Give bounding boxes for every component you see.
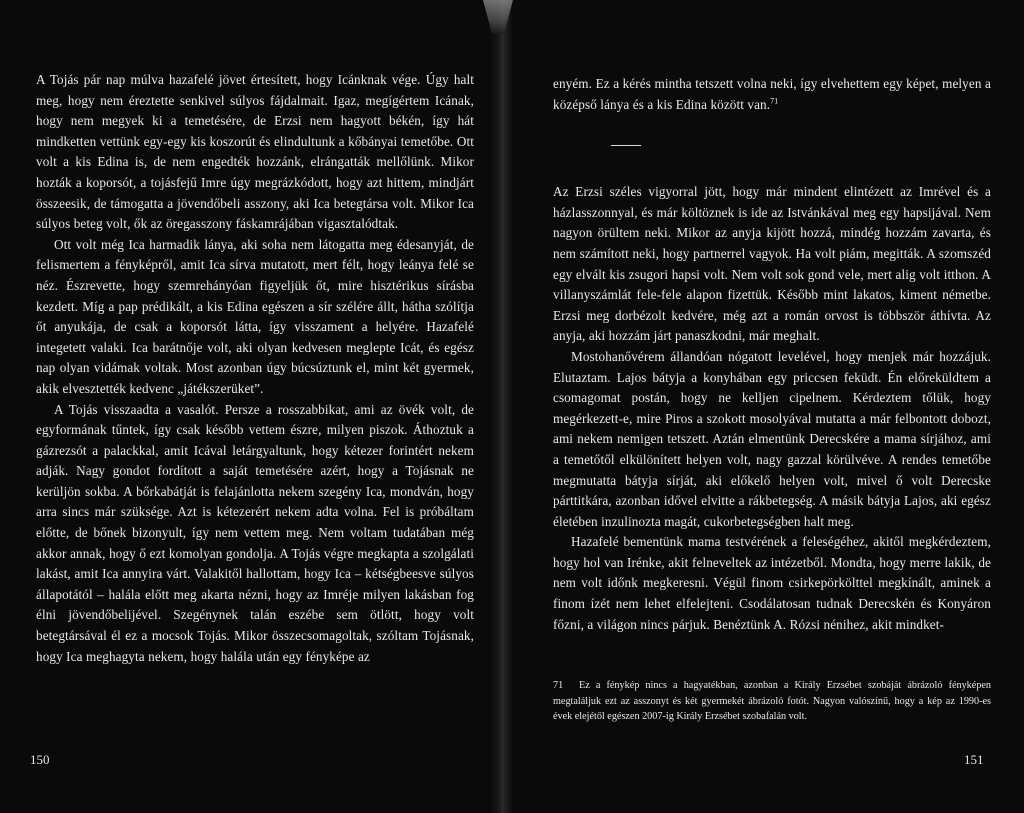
left-page (0, 0, 490, 813)
page-number-right: 151 (964, 752, 984, 767)
paragraph: Az Erzsi széles vigyorral jött, hogy már mindent elintézett az Imrével és a házlasszonnyal, és már költöznek is ide az Istvánkával meg egy hapsijával. Nem nagyon örültem neki. Mikor az anyja kijött hozzá, mindég hozzám zavarta, és nem számított neki, hogy partnerrel vagyok. Ha volt piám, megitták. A szomszéd egy elvált kis zsugori hapsi volt. Nem volt sok gond vele, mert alig volt itthon. A villanyszámlát fele-fele alapon fizettük. Később mint lakatos, kiment németbe. Erzsi meg dorbézolt kedvére, még azt a román orvost is többször áthívta. Az anyja, aki hozzám járt panaszkodni, már meghalt. (553, 184, 991, 344)
paragraph: Mostohanővérem állandóan nógatott levelével, hogy menjek már hozzájuk. Elutaztam. Lajos bátyja a konyhában egy priccsen feküdt. Én előreküldtem a csomagomat postán, hogy ne kelljen cipelnem. Kérdeztem tőlük, hogy megérkezett-e, mire Piros a szokott mosolyával mutatta a már felbontott dobozt, ami nekem nemigen tetszett. Aztán elmentünk Derecskére a mama sírjához, ami a temetőtől elkülönített helyen volt, nagy gazzal körülvéve. A rendes temetőbe megmutatta bátyja sírját, aki előkelő helyen volt, mivel ő volt Derecske párttitkára, azonban idővel elvitte a rákbetegség. A másik bátyja Lajos, aki egész életében inzulinozta magát, cukorbetegségben halt meg. (553, 348, 991, 529)
section-separator (611, 145, 641, 146)
book-gutter (490, 0, 512, 813)
footnote-ref: 71 (770, 96, 779, 106)
paragraph (553, 74, 991, 115)
page-number-left: 150 (30, 752, 50, 767)
footnote-number: 71 (553, 680, 564, 691)
paragraph: Ott volt még Ica harmadik lánya, aki soha nem látogatta meg édesanyját, de felismertem a fényképről, amit Ica sírva mutatott, mert félt, hogy leánya felé se néz. Észrevette, hogy szemrehányóan figyeljük őt, mire hisztérikus sírásba kezdett. Míg a pap prédikált, a kis Edina egészen a sír szélére állt, hátha szólítja őt anyukája, de csak a koporsót látta, így visszament a helyére. Hazafelé integetett valaki. Ica barátnője volt, aki olyan kedvesen meglepte Icát, és egész nap olyan vidámak voltak. Most azonban úgy búcsúztunk el, mint két gyermek, akik elvesztették kedvenc „játékszerüket”. (36, 236, 474, 396)
paragraph: Hazafelé bementünk mama testvérének a feleségéhez, akitől megkérdeztem, hogy hol van Irénke, akit felneveltek az intézetből. Mondta, hogy merre lakik, de nem volt időnk megkeresni. Végül finom csirkepörkölttel megkínált, aminek a finom ízét nem lehet elfelejteni. Csodálatosan tudnak Derecskén és Konyáron főzni, a világon nincs párjuk. Benéztünk A. Rózsi nénihez, akit mindket- (553, 534, 991, 632)
paragraph-text: enyém. Ez a kérés mintha tetszett volna neki, így elvehettem egy képet, melyen a középső lánya és a kis Edina között van. (553, 76, 991, 112)
right-page-text (553, 74, 991, 635)
left-page-text (36, 70, 474, 667)
footnote (553, 678, 991, 725)
right-page (512, 0, 1024, 813)
paragraph: A Tojás pár nap múlva hazafelé jövet értesített, hogy Icánknak vége. Úgy halt meg, hogy nem éreztette senkivel súlyos fájdalmait. Igaz, megígértem Icának, hogy nem megyek ki a temetésére, de Erzsi nem hagyott békén, így hát mindketten vettünk egy-egy kis koszorút és elindultunk a kőbányai temetőbe. Ott volt a kis Edina is, de nem engedték hozzánk, elrángatták mellőlünk. Mikor hozták a koporsót, a tojásfejű Imre úgy megrázkódott, hogy azt hittem, mindjárt összeesik, de támogatta a jövendőbeli asszony, aki Ica betegtársa volt. Mikor Ica súlyos beteg volt, ők az öregasszony fáskamrájában vigasztalódtak. (36, 72, 474, 232)
paragraph: A Tojás visszaadta a vasalót. Persze a rosszabbikat, ami az övék volt, de egyformának tűntek, így csak később vettem észre, milyen piszok. Áthoztuk a gázrezsót a palackkal, amit Icával letárgyaltunk, hogy kétezer forintért nekem adják. Nagy gondot fordított a saját temetésére azért, hogy a Tojásnak ne kerüljön sokba. A bőrkabátját is felajánlotta nekem szegény Ica, mondván, hogy arra sincs már szüksége. Azt is kétezerért nekem adta volna. Fel is próbáltam előtte, de bőnek bizonyult, így nem vettem meg. Nem voltam tudatában még akkor annak, hogy ő ezt komolyan gondolja. A Tojás végre megkapta a szolgálati lakást, amit Ica annyira várt. Valakitől hallottam, hogy Ica – kétségbeesve súlyos állapotától – halála előtt meg akarta nézni, hogy az Imréje milyen lakásban fog élni jövendőbelijével. Szegénynek talán eszébe sem ötlött, hogy volt betegtársával él ez a mocsok Tojás. Mikor összecsomagoltak, szóltam Tojásnak, hogy Ica meghagyta nekem, hogy halála után egy fényképe az (36, 401, 474, 664)
footnote-text: Ez a fénykép nincs a hagyatékban, azonban a Király Erzsébet szobáját ábrázoló fényképen megtaláljuk ezt az asszonyt és két gyermekét ábrázoló fotót. Nagyon valószínű, hogy a kép az 1990-es évek elejétől egészen 2007-ig Király Erzsébet szobafalán volt. (553, 680, 991, 722)
